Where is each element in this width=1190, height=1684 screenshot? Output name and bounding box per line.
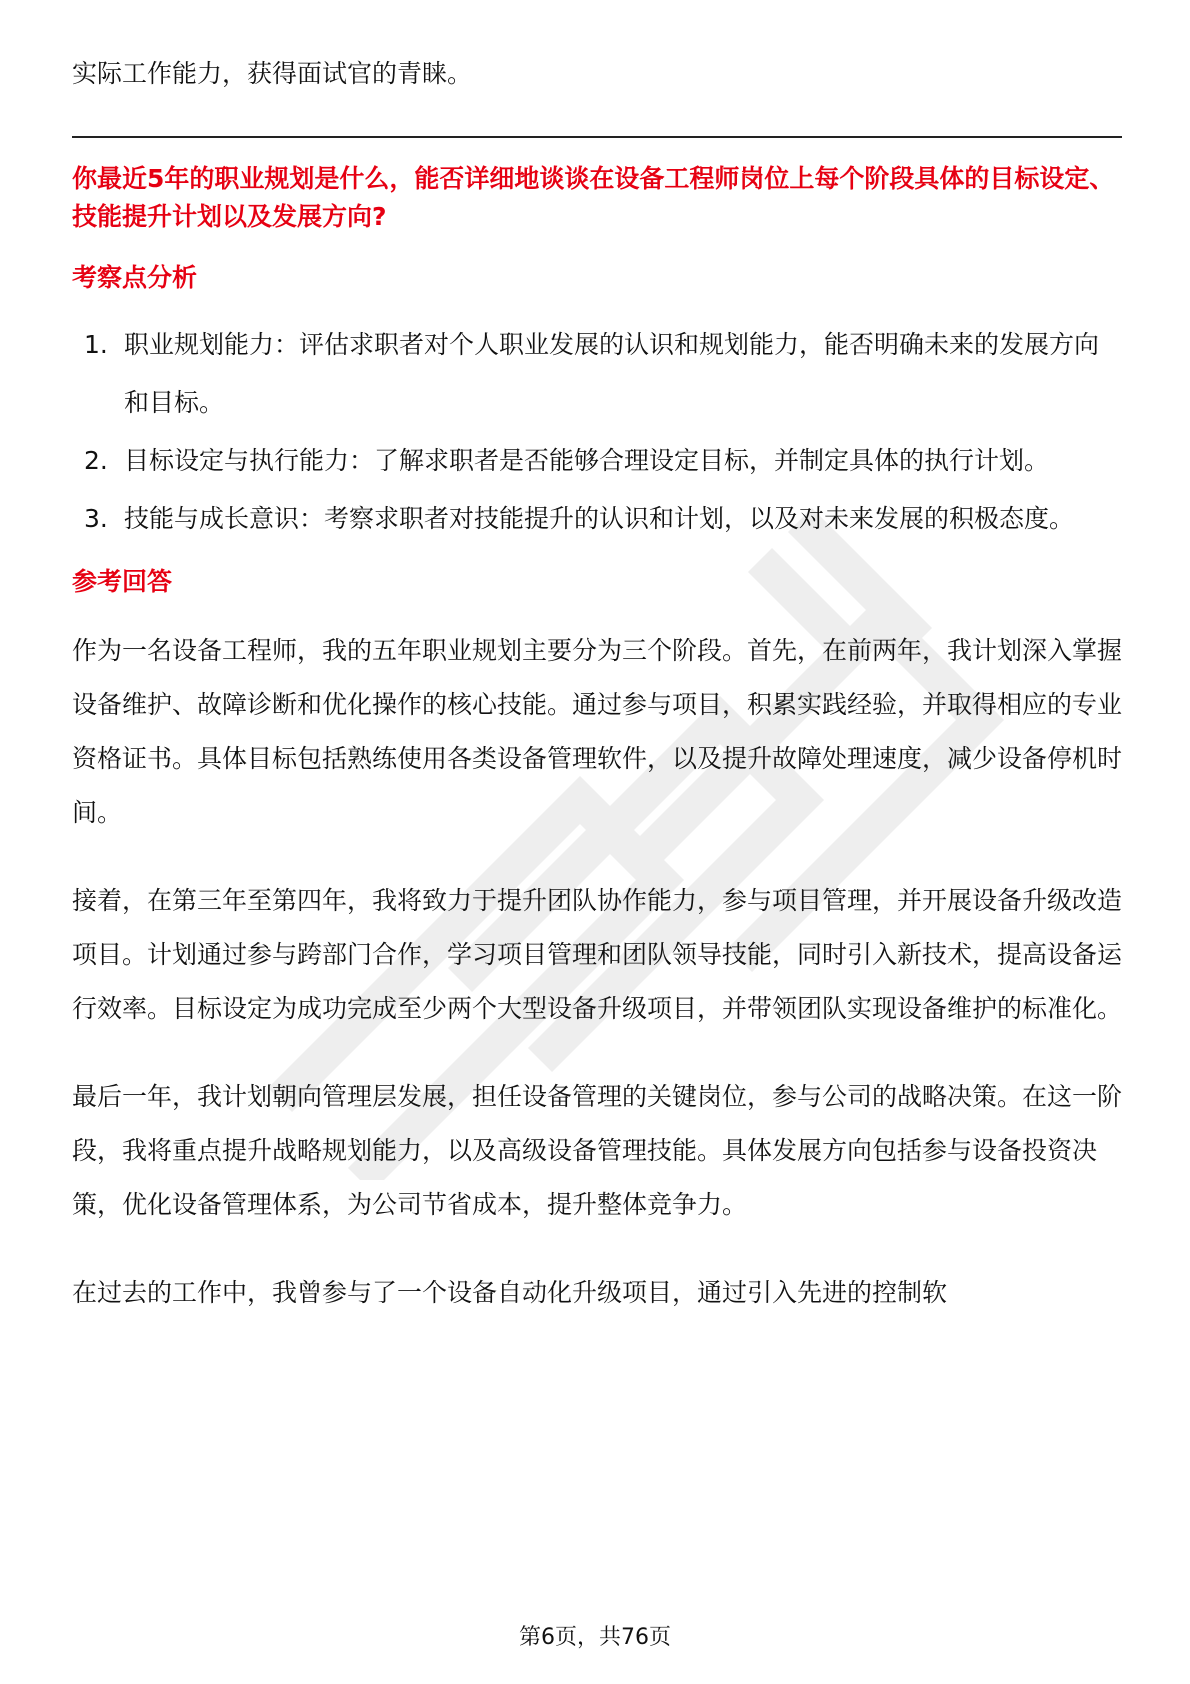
point-text: 技能与成长意识：考察求职者对技能提升的认识和计划，以及对未来发展的积极态度。 — [124, 504, 1075, 533]
continuation-text: 实际工作能力，获得面试官的青睐。 — [72, 59, 473, 88]
point-number: 3. — [84, 504, 108, 533]
interview-question: 你最近5年的职业规划是什么，能否详细地谈谈在设备工程师岗位上每个阶段具体的目标设定、技能提升计划以及发展方向? — [72, 164, 1115, 231]
content-area — [72, 48, 1122, 1354]
point-text: 职业规划能力：评估求职者对个人职业发展的认识和规划能力，能否明确未来的发展方向和目标。 — [124, 330, 1100, 417]
answer-paragraph: 接着，在第三年至第四年，我将致力于提升团队协作能力，参与项目管理，并开展设备升级改造项目。计划通过参与跨部门合作，学习项目管理和团队领导技能，同时引入新技术，提高设备运行效率。目标设定为成功完成至少两个大型设备升级项目，并带领团队实现设备维护的标准化。 — [72, 886, 1123, 1023]
point-number: 1. — [84, 330, 108, 359]
point-number: 2. — [84, 446, 108, 475]
analysis-list — [72, 316, 1122, 548]
analysis-point — [72, 316, 1122, 432]
answer-paragraph: 作为一名设备工程师，我的五年职业规划主要分为三个阶段。首先，在前两年，我计划深入掌握设备维护、故障诊断和优化操作的核心技能。通过参与项目，积累实践经验，并取得相应的专业资格证书。具体目标包括熟练使用各类设备管理软件，以及提升故障处理速度，减少设备停机时间。 — [72, 636, 1123, 827]
page-footer: 第6页，共76页 — [519, 1625, 671, 1650]
point-text: 目标设定与执行能力：了解求职者是否能够合理设定目标，并制定具体的执行计划。 — [124, 446, 1050, 475]
analysis-point — [72, 432, 1122, 490]
analysis-heading: 考察点分析 — [72, 263, 198, 292]
answer-paragraph: 最后一年，我计划朝向管理层发展，担任设备管理的关键岗位，参与公司的战略决策。在这一阶段，我将重点提升战略规划能力，以及高级设备管理技能。具体发展方向包括参与设备投资决策，优化设备管理体系，为公司节省成本，提升整体竞争力。 — [72, 1082, 1123, 1219]
section-divider — [72, 136, 1122, 138]
answer-heading: 参考回答 — [72, 567, 173, 596]
answer-paragraph: 在过去的工作中，我曾参与了一个设备自动化升级项目，通过引入先进的控制软 — [72, 1278, 948, 1307]
analysis-point — [72, 490, 1122, 548]
